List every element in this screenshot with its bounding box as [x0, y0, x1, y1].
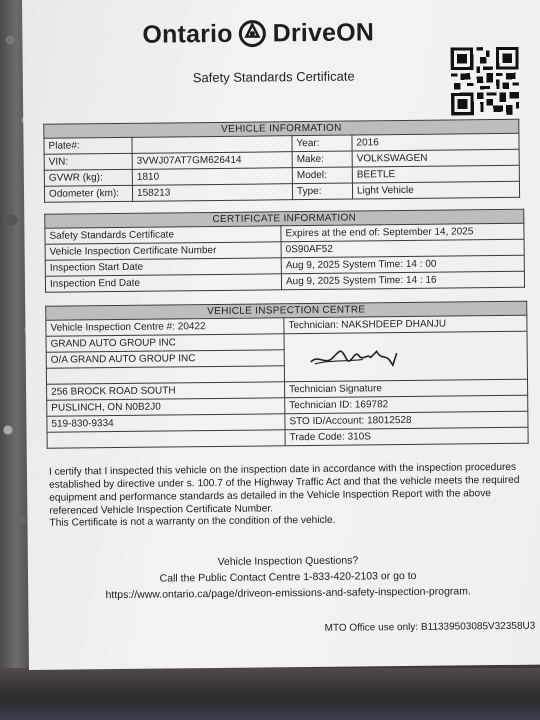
vehicle-information-table	[43, 119, 520, 203]
certification-statement: I certify that I inspected this vehicle on the inspection date in accordance with the inspection procedures established by directive under s. 100.7 of the Highway Traffic Act and that the vehicle meets the required equipment and performance standards as detailed in the Vehicle Inspection Report with the above referenced Vehicle Inspection Certificate Number.	[48, 461, 520, 517]
ontario-driveon-logo	[142, 14, 374, 52]
vin-value: 3VWJ07AT7GM626414	[132, 152, 292, 170]
blank-cell	[47, 430, 285, 448]
certificate-row-label: Vehicle Inspection Certificate Number	[45, 242, 281, 260]
certificate-row-value: Aug 9, 2025 System Time: 14 : 16	[281, 271, 524, 290]
ontario-trillium-icon	[239, 18, 267, 48]
technician-id: Technician ID: 169782	[285, 395, 528, 414]
trade-code: Trade Code: 310S	[285, 427, 528, 446]
questions-heading: Vehicle Inspection Questions?	[217, 554, 359, 568]
certificate-paper	[22, 0, 540, 670]
contact-line: Call the Public Contact Centre 1-833-420-2103 or go to	[159, 569, 417, 585]
centre-phone: 519-830-9334	[47, 414, 285, 432]
centre-number: Vehicle Inspection Centre #: 20422	[46, 318, 284, 336]
centre-city: PUSLINCH, ON N0B2J0	[47, 398, 285, 416]
model-value: BEETLE	[352, 165, 519, 183]
technician-name: Technician: NAKSHDEEP DHANJU	[284, 315, 527, 334]
brand-left: Ontario	[142, 19, 233, 49]
centre-oa-name: O/A GRAND AUTO GROUP INC	[46, 350, 284, 368]
certificate-row-label: Safety Standards Certificate	[45, 226, 281, 244]
certificate-row-label: Inspection Start Date	[45, 258, 281, 276]
certificate-row-value: Aug 9, 2025 System Time: 14 : 00	[281, 255, 524, 274]
qr-code-icon	[451, 47, 520, 116]
signature-cell	[284, 331, 527, 382]
warranty-notice: This Certificate is not a warranty on the condition of the vehicle.	[49, 514, 336, 529]
mto-office-use: MTO Office use only: B11339503085V32358U3	[324, 620, 536, 634]
centre-name: GRAND AUTO GROUP INC	[46, 334, 284, 352]
year-label: Year:	[292, 135, 352, 152]
make-label: Make:	[292, 151, 352, 168]
certificate-row-value: Expires at the end of: September 14, 2025	[281, 223, 524, 242]
odometer-value: 158213	[132, 184, 292, 202]
year-value: 2016	[352, 133, 519, 151]
gvwr-label: GVWR (kg):	[44, 169, 132, 186]
handwritten-signature	[289, 335, 409, 376]
vehicle-section-header: VEHICLE INFORMATION	[44, 119, 519, 138]
centre-address: 256 BROCK ROAD SOUTH	[47, 382, 285, 400]
plate-value	[132, 136, 292, 154]
type-value: Light Vehicle	[352, 181, 519, 199]
certificate-row-value: 0S90AF52	[281, 239, 524, 258]
inspection-centre-table	[45, 301, 528, 449]
sto-account: STO ID/Account: 18012528	[285, 411, 528, 430]
certificate-information-table	[44, 209, 525, 293]
model-label: Model:	[292, 167, 352, 184]
odometer-label: Odometer (km):	[44, 185, 132, 202]
certificate-section-header: CERTIFICATE INFORMATION	[45, 209, 524, 228]
signature-label: Technician Signature	[285, 379, 528, 398]
vin-label: VIN:	[44, 153, 132, 170]
centre-section-header: VEHICLE INSPECTION CENTRE	[46, 301, 527, 320]
make-value: VOLKSWAGEN	[352, 149, 519, 167]
contact-footer	[28, 551, 540, 604]
document-title: Safety Standards Certificate	[192, 68, 355, 86]
brand-right: DriveON	[272, 17, 375, 47]
type-label: Type:	[292, 183, 352, 200]
gvwr-value: 1810	[132, 168, 292, 186]
plate-label: Plate#:	[44, 137, 132, 154]
floor-background	[0, 668, 540, 720]
program-url-link[interactable]: https://www.ontario.ca/page/driveon-emissions-and-safety-inspection-program.	[105, 585, 471, 602]
certificate-row-label: Inspection End Date	[45, 274, 281, 292]
